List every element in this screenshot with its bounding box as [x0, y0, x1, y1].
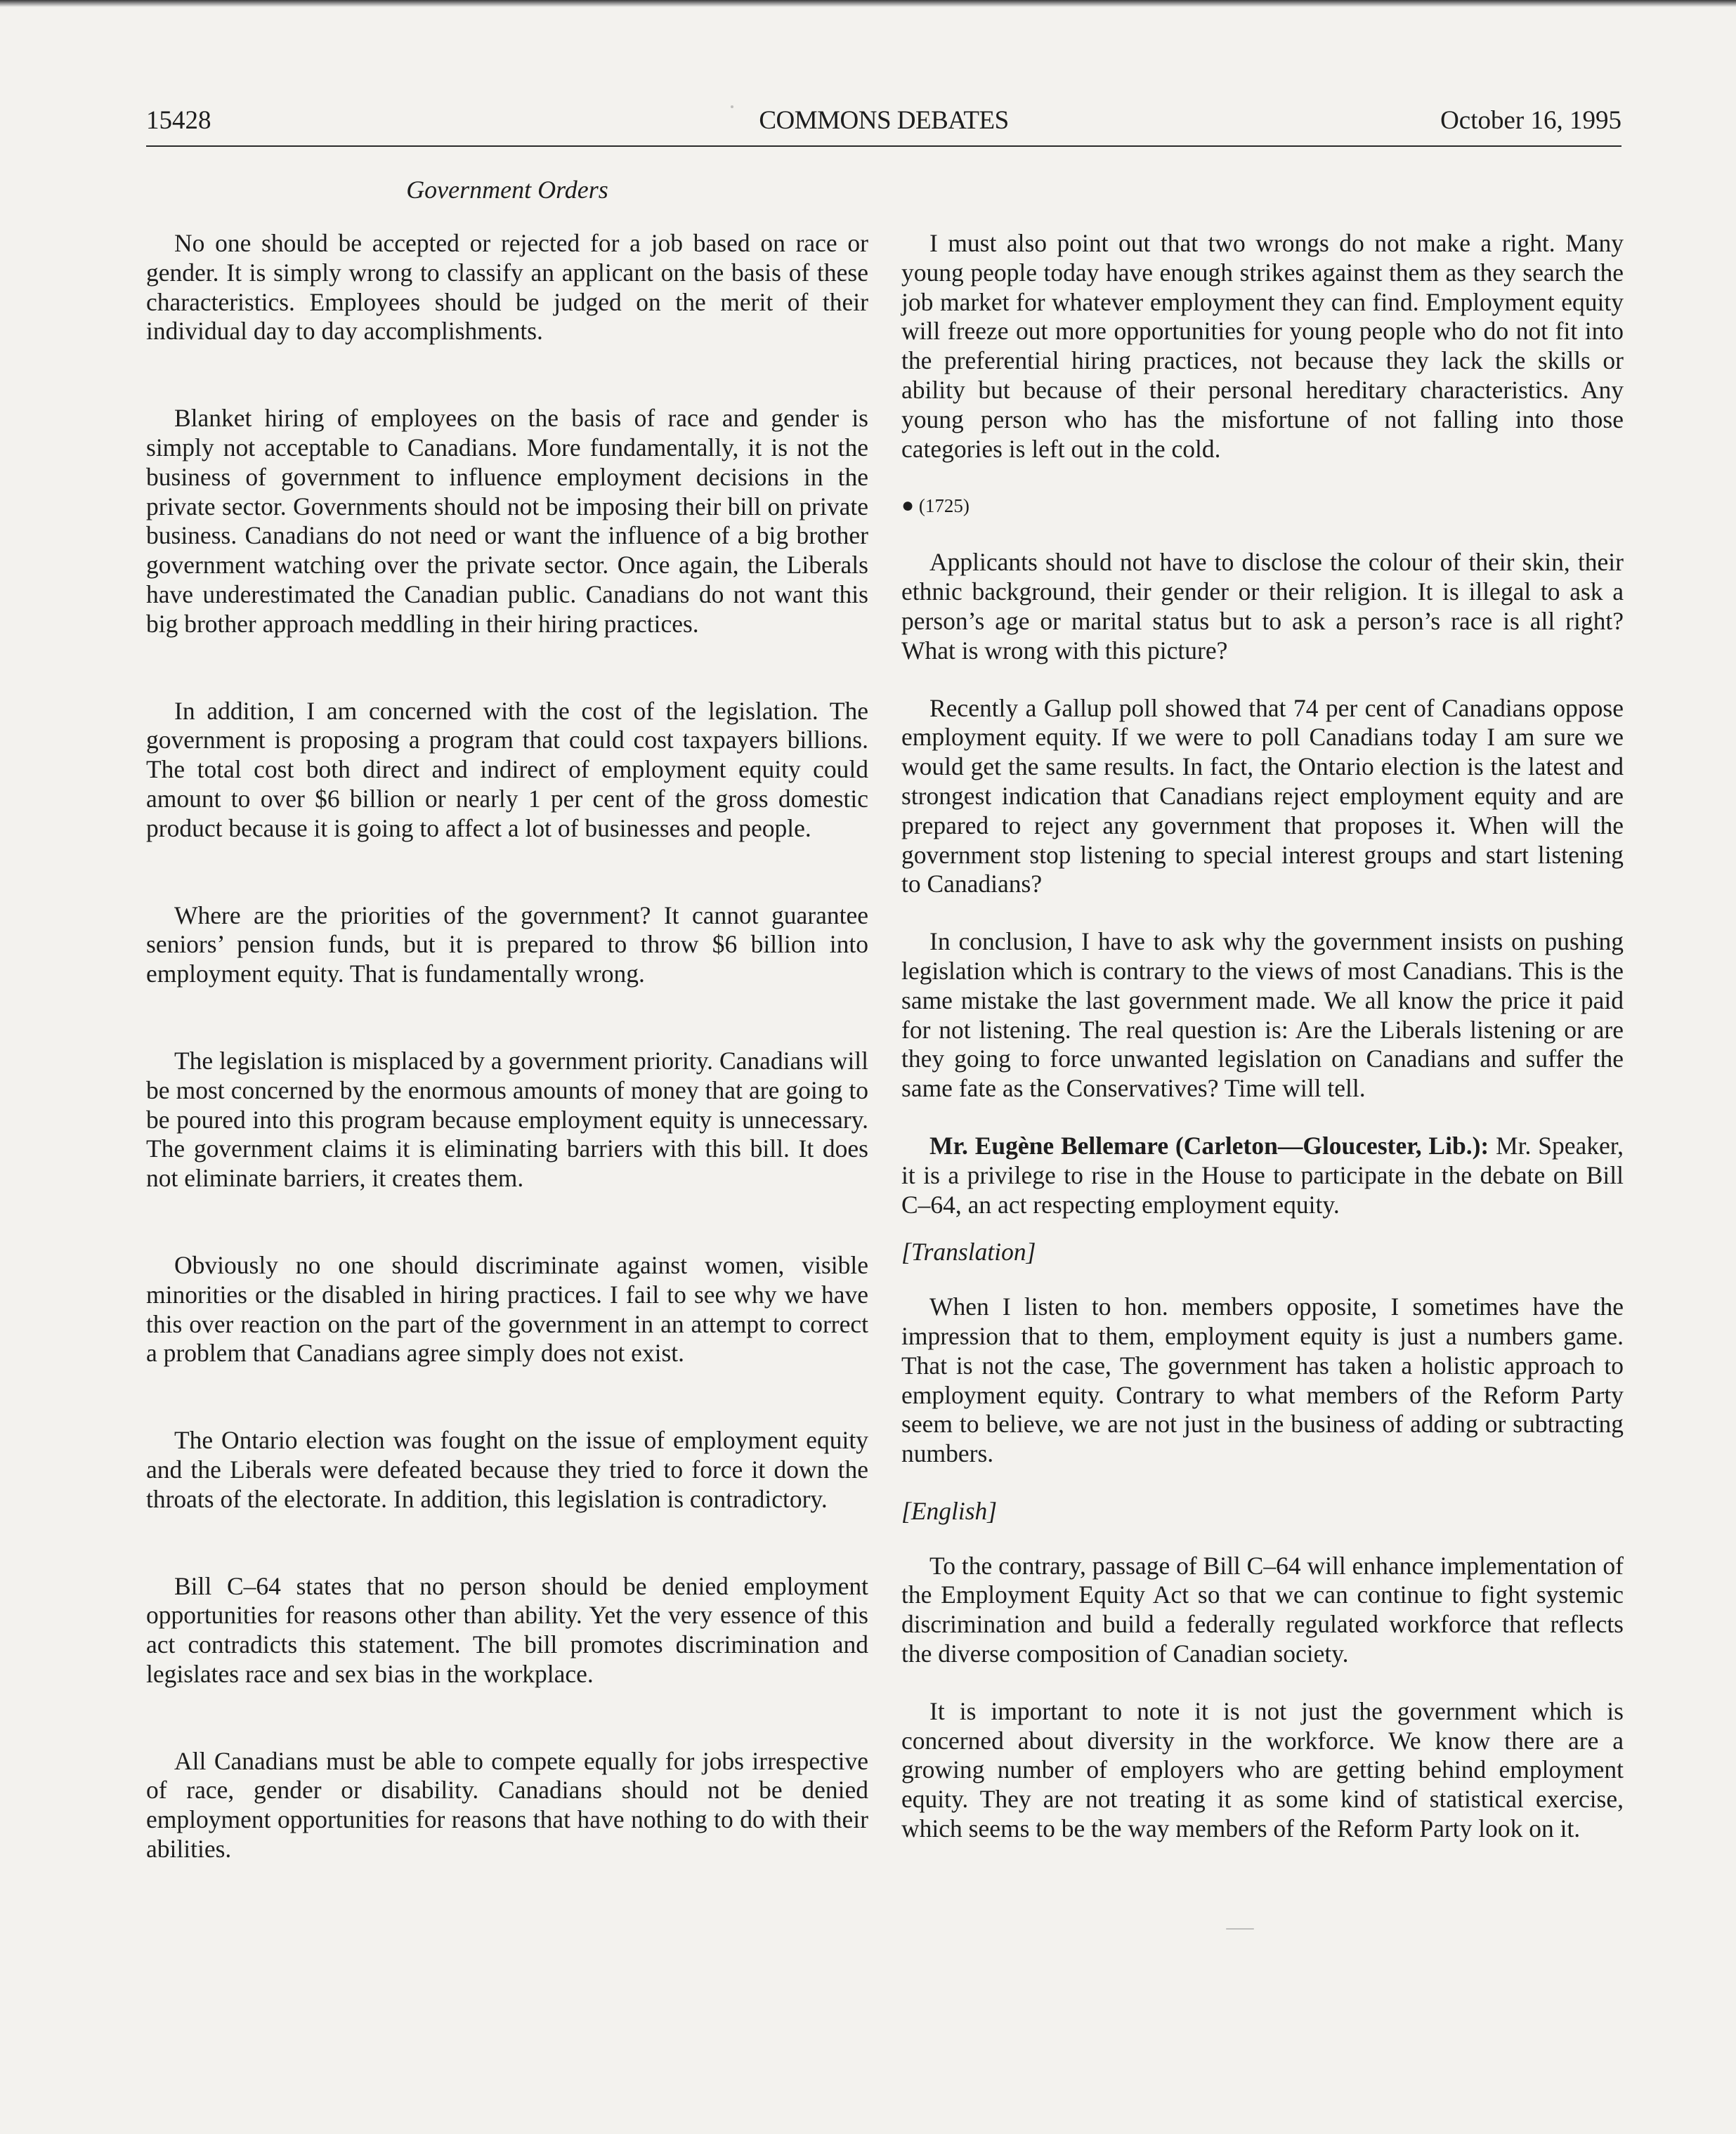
- scan-speck: [1226, 1928, 1254, 1930]
- paragraph: The legislation is misplaced by a government priority. Canadians will be most concerned by the enormous amounts of money that are going to be poured into this program because employment equity is unnecessary. The government claims it is eliminating barriers with this bill. It does not eliminate barriers, it creates them.: [146, 1046, 868, 1193]
- paragraph: I must also point out that two wrongs do not make a right. Many young people today have enough strikes against them as they search the job market for whatever employment they can find. Employment equity will freeze out more opportunities for young people who do not fit into the preferential hiring practices, not because they lack the skills or ability but because of their personal hereditary characteristics. Any young person who has the misfortune of not falling into those categories is left out in the cold.: [901, 229, 1624, 463]
- paragraph: Blanket hiring of employees on the basis of race and gender is simply not acceptable to Canadians. More fundamentally, it is not the business of government to influence employment decisions in the private sector. Governments should not be imposing their bill on private business. Canadians do not need or want the influence of a big brother government watching over the private sector. Once again, the Liberals have underestimated the Canadian public. Canadians do not want this big brother approach meddling in their hiring practices.: [146, 404, 868, 638]
- time-stamp-text: (1725): [918, 495, 970, 517]
- paragraph: In addition, I am concerned with the cost of the legislation. The government is proposing a program that could cost taxpayers billions. The total cost both direct and indirect of employment equity could amount to over $6 billion or nearly 1 per cent of the gross domestic product because it is going to affect a lot of businesses and people.: [146, 696, 868, 842]
- issue-date: October 16, 1995: [1440, 106, 1621, 135]
- paragraph: All Canadians must be able to compete equally for jobs irrespective of race, gender or disability. Canadians should not be denied employment opportunities for reasons that have nothing to do with their abilities.: [146, 1746, 868, 1864]
- journal-title: COMMONS DEBATES: [759, 106, 1009, 135]
- english-marker: [English]: [901, 1496, 998, 1525]
- scan-speck: [731, 105, 733, 108]
- bullet-icon: ●: [901, 494, 915, 518]
- paragraph: Bill C–64 states that no person should be denied employment opportunities for reasons other than ability. Yet the very essence of this act contradicts this statement. The bill promotes discrimination and legislates race and sex bias in the workplace.: [146, 1571, 868, 1688]
- paragraph: The Ontario election was fought on the issue of employment equity and the Liberals were defeated because they tried to force it down the throats of the electorate. In addition, this legislation is contradictory.: [146, 1426, 868, 1513]
- paragraph: Applicants should not have to disclose the colour of their skin, their ethnic background, their gender or their religion. It is illegal to ask a person’s age or marital status but to ask a person’s race is all right? What is wrong with this picture?: [901, 548, 1624, 665]
- header-rule: [146, 145, 1621, 147]
- right-column: [901, 229, 1624, 1872]
- time-stamp: [901, 492, 1624, 520]
- translation-marker: [Translation]: [901, 1238, 1036, 1266]
- left-column: [146, 229, 868, 1922]
- paragraph: Obviously no one should discriminate against women, visible minorities or the disabled in hiring practices. I fail to see why we have this over reaction on the part of the government in an attempt to correct a problem that Canadians agree simply does not exist.: [146, 1250, 868, 1368]
- paragraph: To the contrary, passage of Bill C–64 will enhance implementation of the Employment Equity Act so that we can continue to fight systemic discrimination and build a federally regulated workforce that reflects the diverse composition of Canadian society.: [901, 1551, 1624, 1668]
- running-head: [146, 104, 1621, 138]
- scan-edge: [0, 0, 1736, 7]
- paragraph: When I listen to hon. members opposite, I sometimes have the impression that to them, employment equity is just a numbers game. That is not the case, The government has taken a holistic approach to employment equity. Contrary to what members of the Reform Party seem to believe, we are not just in the business of adding or subtracting numbers.: [901, 1292, 1624, 1468]
- section-title: Government Orders: [406, 176, 608, 204]
- paragraph: It is important to note it is not just the government which is concerned about diversity in the workforce. We know there are a growing number of employers who are getting behind employment equity. They are not treating it as some kind of statistical exercise, which seems to be the way members of the Reform Party look on it.: [901, 1696, 1624, 1843]
- speaker-name: Mr. Eugène Bellemare (Carleton—Gloucester, Lib.):: [929, 1131, 1489, 1160]
- page-number: 15428: [146, 106, 211, 135]
- paragraph: Where are the priorities of the government? It cannot guarantee seniors’ pension funds, but it is prepared to throw $6 billion into employment equity. That is fundamentally wrong.: [146, 901, 868, 988]
- speech-intro: [901, 1132, 1624, 1219]
- paragraph: Recently a Gallup poll showed that 74 per cent of Canadians oppose employment equity. If we were to poll Canadians today I am sure we would get the same results. In fact, the Ontario election is the latest and strongest indication that Canadians reject employment equity and are prepared to reject any government that proposes it. When will the government stop listening to special interest groups and start listening to Canadians?: [901, 693, 1624, 898]
- speech-text: Mr. Speaker, it is a privilege to rise in the House to participate in the debate on Bill C–64, an act respecting employment equity.: [901, 1131, 1624, 1219]
- paragraph: In conclusion, I have to ask why the government insists on pushing legislation which is contrary to the views of most Canadians. This is the same mistake the last government made. We all know the price it paid for not listening. The real question is: Are the Liberals listening or are they going to force unwanted legislation on Canadians and suffer the same fate as the Conservatives? Time will tell.: [901, 927, 1624, 1103]
- paragraph: No one should be accepted or rejected for a job based on race or gender. It is simply wrong to classify an applicant on the basis of these characteristics. Employees should be judged on the merit of their individual day to day accomplishments.: [146, 229, 868, 346]
